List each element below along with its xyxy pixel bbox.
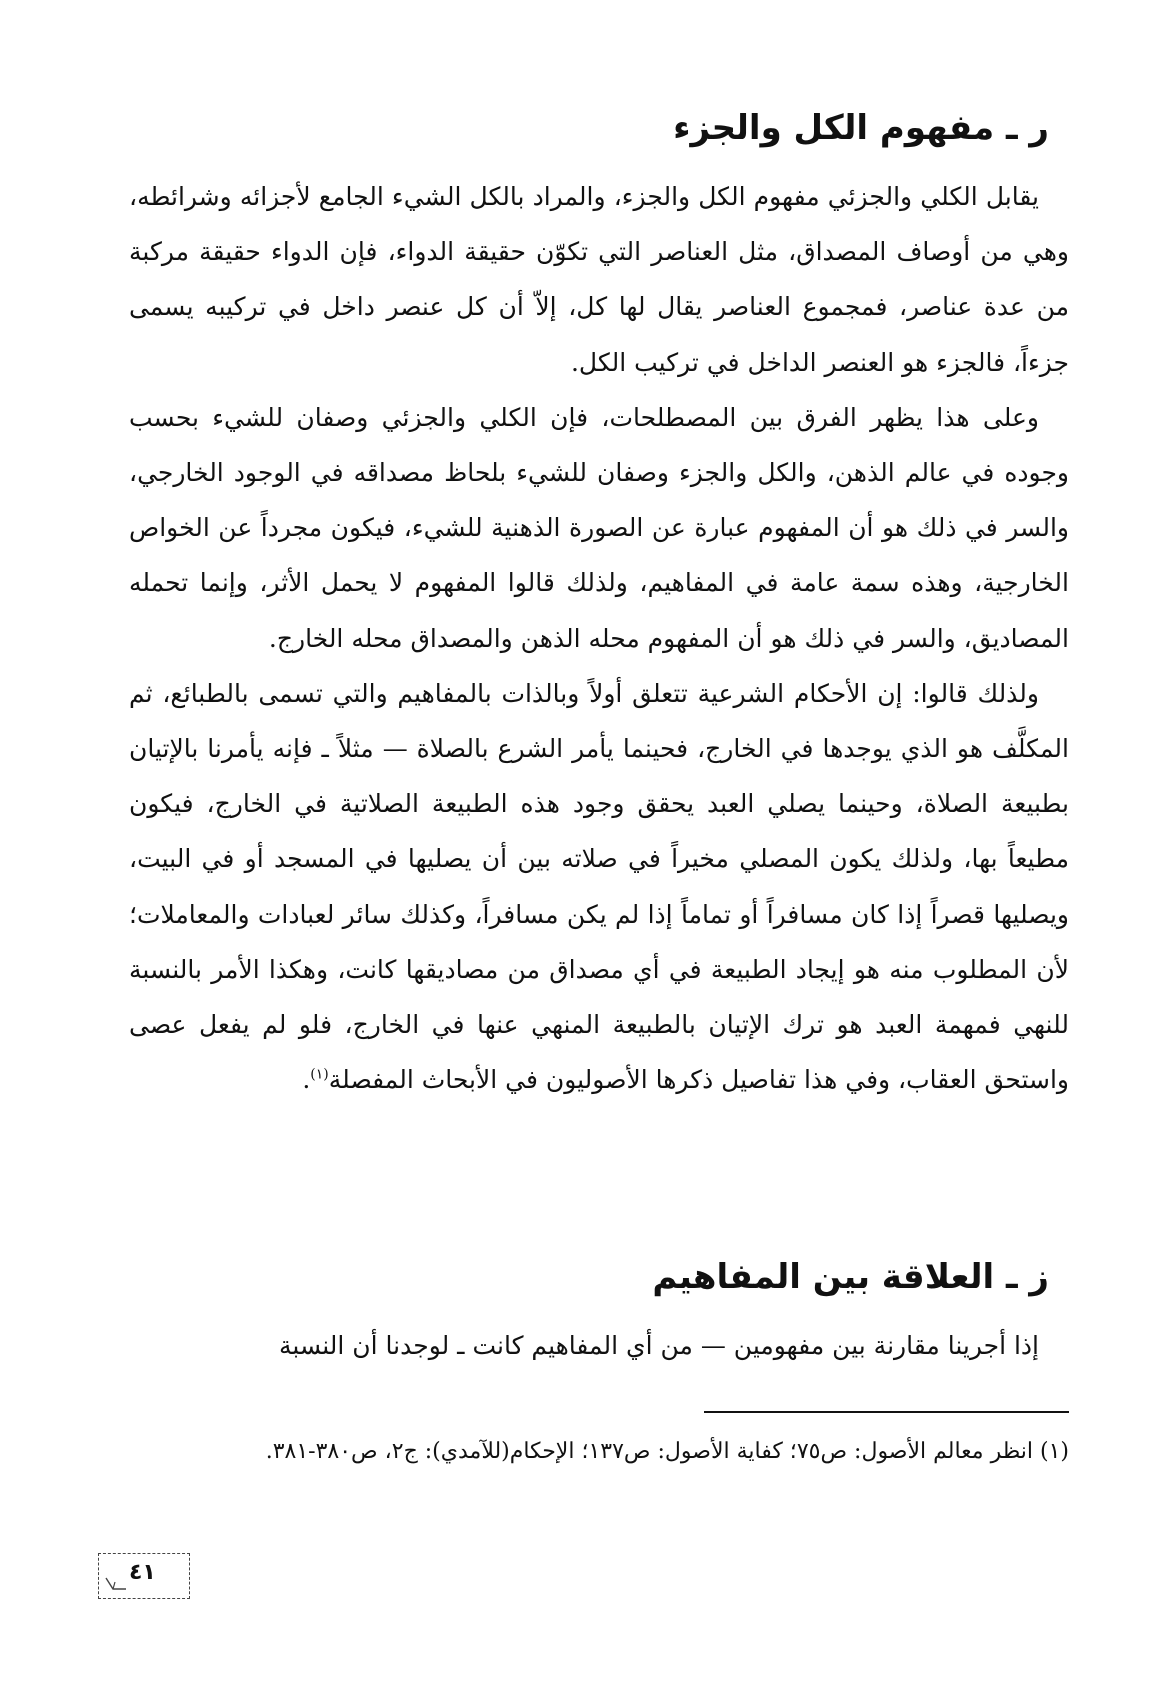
footnote-reference[interactable]: (١) — [310, 1066, 329, 1083]
body-paragraph: يقابل الكلي والجزئي مفهوم الكل والجزء، والمراد بالكل الشيء الجامع لأجزائه وشرائطه، وهي من أوصاف المصداق، مثل العناصر التي تكوّن حقيقة الدواء، فإن الدواء حقيقة مركبة من عدة عناصر، فمجموع العناصر يقال لها كل، إلاّ أن كل عنصر داخل في تركيبه يسمى جزءاً، فالجزء هو العنصر الداخل في تركيب الكل. — [129, 182, 1069, 377]
section-body-relation-between-concepts — [129, 1318, 1069, 1373]
body-paragraph: إذا أجرينا مقارنة بين مفهومين — من أي المفاهيم كانت ـ لوجدنا أن النسبة — [279, 1331, 1039, 1360]
page-curl-icon — [105, 1576, 127, 1592]
body-paragraph — [129, 666, 1069, 1108]
footnote-divider — [704, 1411, 1069, 1413]
body-paragraph-text: ولذلك قالوا: إن الأحكام الشرعية تتعلق أولاً وبالذات بالمفاهيم والتي تسمى بالطبائع، ثم المكلَّف هو الذي يوجدها في الخارج، فحينما يأمر الشرع بالصلاة — مثلاً ـ فإنه يأمرنا بالإتيان بطبيعة الصلاة، وحينما يصلي العبد يحقق وجود هذه الطبيعة الصلاتية في الخارج، فيكون مطيعاً بها، ولذلك يكون المصلي مخيراً في صلاته بين أن يصليها في المسجد أو في البيت، ويصليها قصراً إذا كان مسافراً أو تماماً إذا لم يكن مسافراً، وكذلك سائر لعبادات والمعاملات؛ لأن المطلوب منه هو إيجاد الطبيعة في أي مصداق من مصاديقها كانت، وهكذا الأمر بالنسبة للنهي فمهمة العبد هو ترك الإتيان بالطبيعة المنهي عنها في الخارج، فلو لم يفعل عصى واستحق العقاب، وفي هذا تفاصيل ذكرها الأصوليون في الأبحاث المفصلة — [129, 678, 1069, 1095]
paragraph-end-punctuation: . — [302, 1065, 311, 1095]
section-body-whole-and-part — [129, 169, 1069, 1107]
body-paragraph: وعلى هذا يظهر الفرق بين المصطلحات، فإن الكلي والجزئي وصفان للشيء بحسب وجوده في عالم الذهن، والكل والجزء وصفان للشيء بلحاظ مصداقه في الوجود الخارجي، والسر في ذلك هو أن المفهوم عبارة عن الصورة الذهنية للشيء، فيكون مجرداً عن الخواص الخارجية، وهذه سمة عامة في المفاهيم، ولذلك قالوا المفهوم لا يحمل الأثر، وإنما تحمله المصاديق، والسر في ذلك هو أن المفهوم محله الذهن والمصداق محله الخارج. — [129, 402, 1070, 653]
footnote: (١) انظر معالم الأصول: ص٧٥؛ كفاية الأصول: ص١٣٧؛ الإحكام(للآمدي): ج٢، ص٣٨٠-٣٨١. — [265, 1439, 1069, 1464]
section-heading-relation-between-concepts: ز ـ العلاقة بين المفاهيم — [652, 1257, 1049, 1297]
page-number: ٤١ — [129, 1560, 156, 1585]
section-heading-whole-and-part: ر ـ مفهوم الكل والجزء — [673, 108, 1049, 148]
page-number-frame — [98, 1553, 190, 1599]
